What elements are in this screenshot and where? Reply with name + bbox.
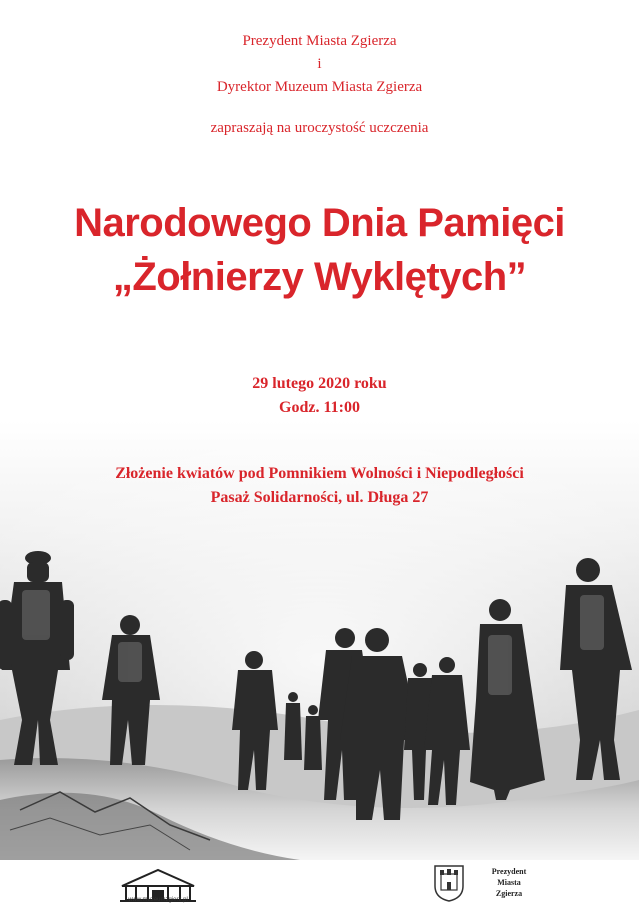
crest-caption xyxy=(474,866,544,899)
invitation-line-2: i xyxy=(317,56,322,72)
event-time: Godz. 11:00 xyxy=(279,399,360,416)
city-crest-icon xyxy=(433,864,465,902)
crest-caption-line-3: Zgierza xyxy=(495,889,523,898)
invitation-line-4: zapraszają na uroczystość uczczenia xyxy=(210,120,429,136)
museum-url: www.muzeumzgierz.pl xyxy=(128,897,188,903)
title-line-2: „Żołnierzy Wyklętych” xyxy=(112,255,527,299)
event-date: 29 lutego 2020 roku xyxy=(252,375,387,392)
crest-caption-line-1: Prezydent xyxy=(491,867,527,876)
event-place-line-2: Pasaż Solidarności, ul. Długa 27 xyxy=(210,489,429,506)
event-place-line-1: Złożenie kwiatów pod Pomnikiem Wolności i Niepodległości xyxy=(115,465,524,482)
soldiers-photo xyxy=(0,420,639,860)
title-line-1: Narodowego Dnia Pamięci xyxy=(74,201,565,245)
invitation-line-3: Dyrektor Muzeum Miasta Zgierza xyxy=(216,79,423,95)
crest-caption-line-2: Miasta xyxy=(497,878,521,887)
invitation-line-1: Prezydent Miasta Zgierza xyxy=(242,33,397,49)
